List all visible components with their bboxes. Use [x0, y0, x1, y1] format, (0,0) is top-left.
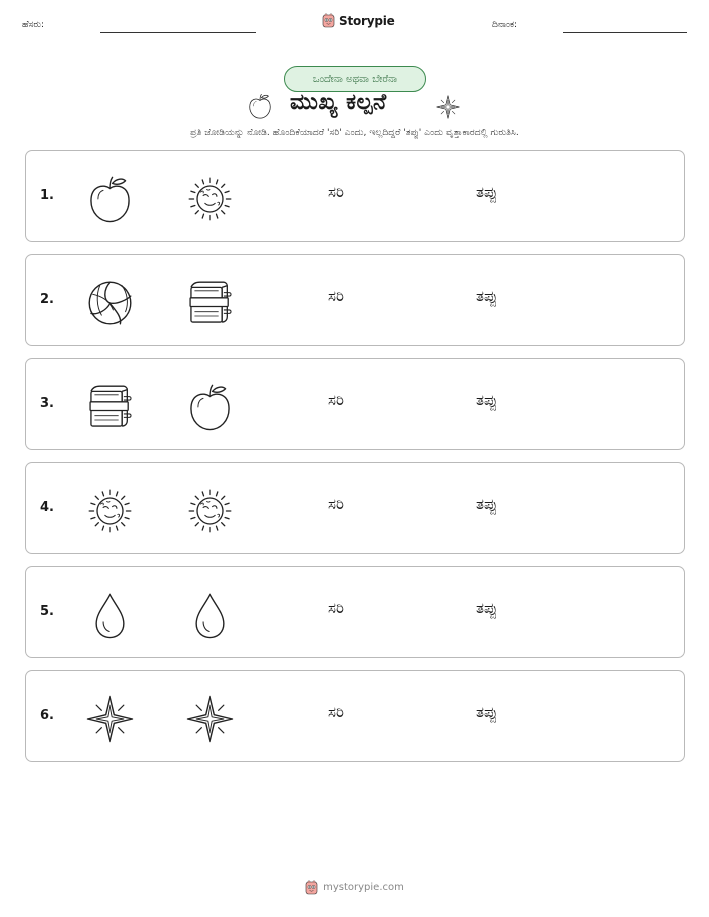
brand: [322, 13, 395, 28]
sun-icon: [184, 485, 236, 537]
footer-website: mystorypie.com: [323, 882, 404, 893]
page-title: ಮುಖ್ಯ ಕಲ್ಪನೆ: [290, 90, 387, 115]
sun-icon: [84, 485, 136, 537]
storypie-mascot-icon: [305, 880, 318, 895]
false-option[interactable]: ತಪ್ಪು: [476, 599, 498, 617]
true-option[interactable]: ಸರಿ: [328, 183, 344, 201]
water-drop-icon: [184, 589, 236, 641]
true-option[interactable]: ಸರಿ: [328, 703, 344, 721]
true-option[interactable]: ಸರಿ: [328, 287, 344, 305]
date-label: ದಿನಾಂಕ:: [492, 20, 518, 30]
storypie-mascot-icon: [322, 13, 335, 28]
name-field-line: [100, 32, 256, 33]
name-label: ಹೆಸರು:: [22, 20, 45, 30]
false-option[interactable]: ತಪ್ಪು: [476, 495, 498, 513]
true-option[interactable]: ಸರಿ: [328, 495, 344, 513]
brand-name: Storypie: [339, 13, 395, 28]
question-number: 5.: [40, 604, 54, 619]
question-row: [25, 254, 685, 346]
water-drop-icon: [84, 589, 136, 641]
question-number: 6.: [40, 708, 54, 723]
question-row: [25, 670, 685, 762]
sun-icon: [184, 173, 236, 225]
sparkle-star-icon: [184, 693, 236, 745]
apple-icon: [84, 173, 136, 225]
true-option[interactable]: ಸರಿ: [328, 391, 344, 409]
sparkle-star-icon: [84, 693, 136, 745]
question-list: [25, 150, 685, 774]
question-row: [25, 566, 685, 658]
question-row: [25, 358, 685, 450]
question-number: 2.: [40, 292, 54, 307]
question-number: 3.: [40, 396, 54, 411]
worksheet-header: [0, 0, 709, 48]
volleyball-icon: [84, 277, 136, 329]
question-number: 1.: [40, 188, 54, 203]
question-row: [25, 462, 685, 554]
false-option[interactable]: ತಪ್ಪು: [476, 183, 498, 201]
sparkle-star-icon: [435, 94, 461, 120]
books-icon: [84, 381, 136, 433]
footer: [0, 880, 709, 895]
books-icon: [184, 277, 236, 329]
false-option[interactable]: ತಪ್ಪು: [476, 391, 498, 409]
instructions: ಪ್ರತಿ ಜೋಡಿಯನ್ನು ನೋಡಿ. ಹೊಂದಿಕೆಯಾದರೆ 'ಸರಿ' ಎಂದು, ಇಲ್ಲದಿದ್ದರೆ 'ತಪ್ಪು' ಎಂದು ವೃತ್ತಾಕಾರದಲ್ಲಿ ಗುರುತಿಸಿ.: [190, 127, 519, 138]
question-row: [25, 150, 685, 242]
true-option[interactable]: ಸರಿ: [328, 599, 344, 617]
apple-icon: [184, 381, 236, 433]
false-option[interactable]: ತಪ್ಪು: [476, 703, 498, 721]
title-row: [0, 90, 709, 124]
question-number: 4.: [40, 500, 54, 515]
false-option[interactable]: ತಪ್ಪು: [476, 287, 498, 305]
date-field-line: [563, 32, 687, 33]
apple-icon: [246, 92, 274, 122]
subtitle-pill: ಒಂದೇನಾ ಅಥವಾ ಬೇರೆನಾ: [284, 66, 426, 92]
